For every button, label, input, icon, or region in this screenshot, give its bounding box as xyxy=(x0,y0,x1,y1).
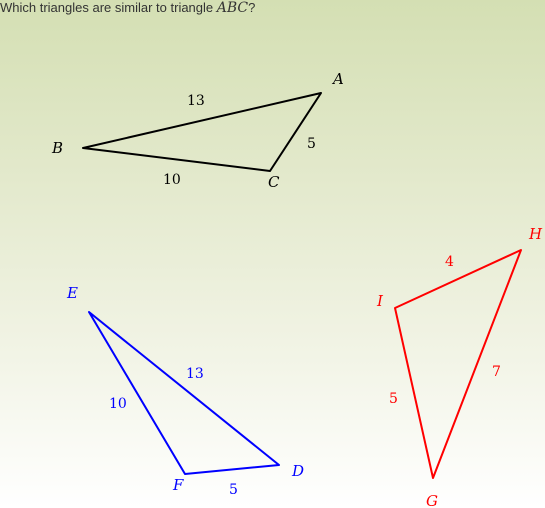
side-label-bc: 10 xyxy=(163,172,181,188)
side-label-hi: 4 xyxy=(445,254,454,270)
vertex-label-f: F xyxy=(173,476,184,494)
vertex-label-i: I xyxy=(377,292,383,310)
side-label-gh: 7 xyxy=(492,364,501,380)
vertex-label-c: C xyxy=(268,173,280,191)
vertex-label-d: D xyxy=(292,462,305,480)
triangle-ghi-shape xyxy=(395,250,521,478)
vertex-label-h: H xyxy=(529,225,543,243)
side-label-ig: 5 xyxy=(389,391,398,407)
triangle-abc xyxy=(51,70,344,191)
vertex-label-a: A xyxy=(333,70,344,88)
question-suffix: ? xyxy=(248,0,256,15)
triangle-def xyxy=(66,284,304,498)
side-label-ca: 5 xyxy=(307,136,316,152)
side-label-de: 13 xyxy=(186,366,204,382)
question-math: ABC xyxy=(216,0,249,16)
question-prefix: Which triangles are similar to triangle xyxy=(0,0,217,15)
vertex-label-g: G xyxy=(426,492,438,508)
triangle-def-shape xyxy=(89,312,279,474)
vertex-label-e: E xyxy=(67,284,78,302)
side-label-fd: 5 xyxy=(229,482,238,498)
side-label-ab: 13 xyxy=(187,93,205,109)
triangle-ghi xyxy=(376,225,543,508)
side-label-ef: 10 xyxy=(109,396,127,412)
vertex-label-b: B xyxy=(52,139,64,157)
